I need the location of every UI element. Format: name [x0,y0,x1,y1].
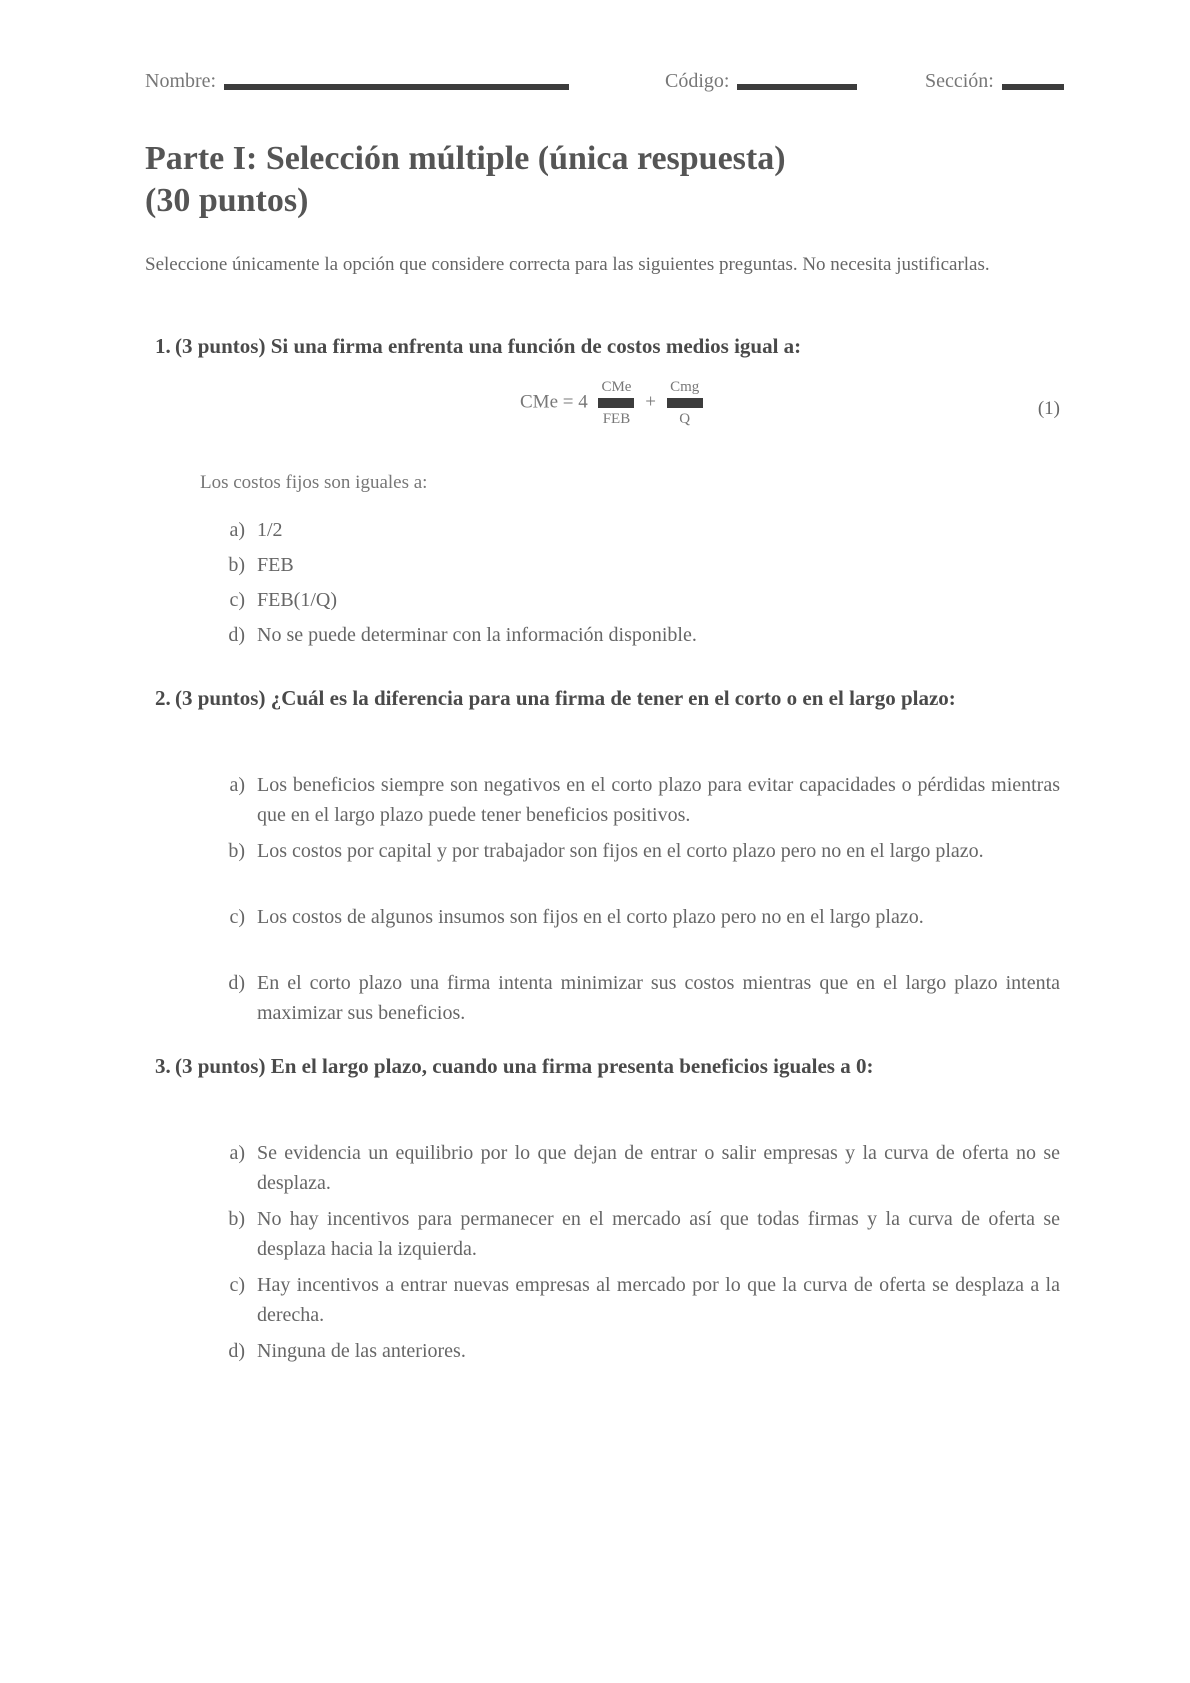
option-text: No hay incentivos para permanecer en el mercado así que todas firmas y la curva de oferta se desplaza hacia la izquierda. [257,1208,1060,1260]
instructions: Seleccione únicamente la opción que considere correcta para las siguientes preguntas. No necesita justificarlas. [145,254,990,275]
question-text: (3 puntos) ¿Cuál es la diferencia para una firma de tener en el corto o en el largo plazo: [175,686,956,710]
fraction-numerator: Cmg [670,379,700,395]
name-label: Nombre: [145,70,217,92]
option-text: Se evidencia un equilibrio por lo que dejan de entrar o salir empresas y la curva de oferta no se desplaza. [257,1142,1060,1194]
option-text: En el corto plazo una firma intenta minimizar sus costos mientras que en el largo plazo intenta maximizar sus beneficios. [257,972,1060,1024]
exam-header [145,70,1075,100]
option-text: FEB [257,554,294,576]
option-text: Los beneficios siempre son negativos en el corto plazo para evitar capacidades o pérdidas mientras que en el largo plazo puede tener beneficios positivos. [257,774,1060,826]
formula-operator: + [645,391,656,413]
option-letter: b) [228,840,245,862]
question-1-subtext: Los costos fijos son iguales a: [200,472,428,493]
option-text: FEB(1/Q) [257,589,337,611]
question-3 [155,1050,1060,1082]
option-letter: d) [228,972,245,994]
option-letter: a) [229,519,245,541]
option-letter: d) [228,1340,245,1362]
fraction-numerator: CMe [601,379,632,395]
option-text: Ninguna de las anteriores. [257,1340,466,1362]
name-field [145,70,569,93]
question-2 [155,682,1060,714]
option-letter: c) [229,589,245,611]
formula-fraction-1 [598,378,634,428]
part-title [145,138,1065,222]
section-line [1002,84,1064,90]
formula-lhs: CMe = 4 [520,391,588,413]
equation-number: (1) [1037,398,1060,419]
code-field [665,70,857,93]
question-number: 1. [155,334,171,358]
option-letter: b) [228,554,245,576]
part-title-line1: Parte I: Selección múltiple (única respuesta) [145,140,786,177]
question-1 [155,330,1060,362]
option-text: Los costos de algunos insumos son fijos en el corto plazo pero no en el largo plazo. [257,906,924,928]
option-text: 1/2 [257,519,283,541]
option-letter: b) [228,1208,245,1230]
question-number: 3. [155,1054,171,1078]
part-title-line2: (30 puntos) [145,182,309,219]
option-letter: a) [229,1142,245,1164]
fraction-bar [598,398,634,408]
fraction-denominator: Q [679,411,691,427]
option-letter: c) [229,906,245,928]
option-letter: a) [229,774,245,796]
option-letter: c) [229,1274,245,1296]
code-label: Código: [665,70,730,92]
formula-fraction-2 [667,378,703,428]
section-label: Sección: [925,70,994,92]
fraction-bar [667,398,703,408]
question-text: (3 puntos) En el largo plazo, cuando una firma presenta beneficios iguales a 0: [175,1054,874,1078]
option-text: No se puede determinar con la información disponible. [257,624,697,646]
cost-formula [520,378,1060,438]
question-number: 2. [155,686,171,710]
option-text: Los costos por capital y por trabajador son fijos en el corto plazo pero no en el largo plazo. [257,840,984,862]
section-field [925,70,1064,93]
name-line [224,84,569,90]
code-line [737,84,857,90]
fraction-denominator: FEB [602,411,631,427]
option-letter: d) [228,624,245,646]
question-text: (3 puntos) Si una firma enfrenta una función de costos medios igual a: [175,334,802,358]
option-text: Hay incentivos a entrar nuevas empresas al mercado por lo que la curva de oferta se desplaza a la derecha. [257,1274,1060,1326]
